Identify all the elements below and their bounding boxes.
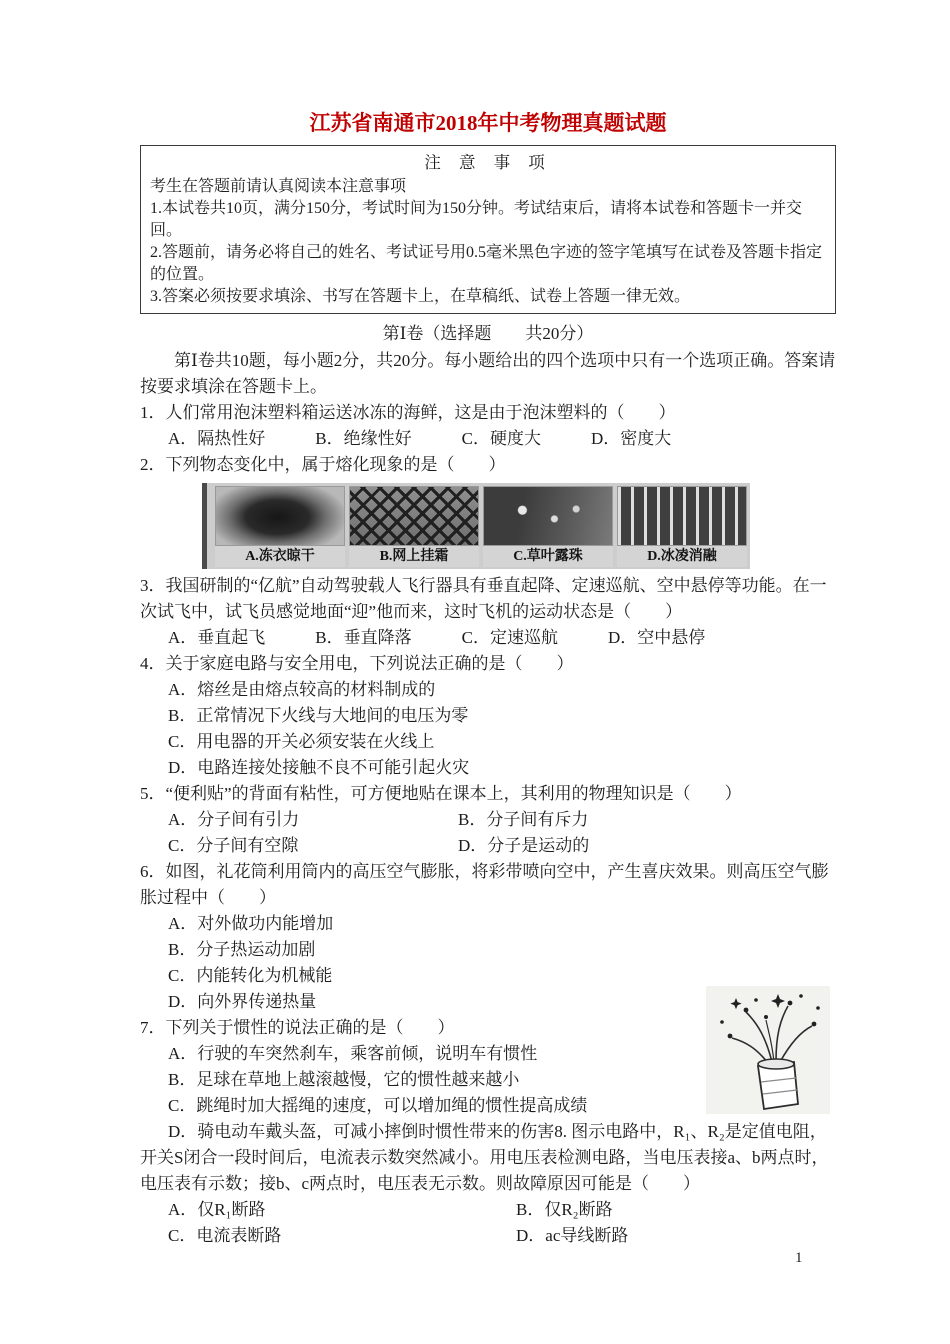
q8-option-b: B．仅R₂断路	[516, 1200, 613, 1219]
notice-intro: 考生在答题前请认真阅读本注意事项	[150, 178, 407, 195]
q2-figure-b	[349, 486, 479, 567]
question-8-options	[140, 1197, 836, 1249]
q5-option-d: D．分子是运动的	[458, 836, 590, 855]
question-2-stem: 2．下列物态变化中，属于熔化现象的是（ ）	[140, 455, 506, 474]
notice-item-1: 1.本试卷共10页，满分150分，考试时间为150分钟。考试结束后，请将本试卷和答题卡一并交回。	[150, 200, 803, 239]
frost-on-net-photo	[349, 486, 479, 546]
q6-option-a: A．对外做功内能增加	[168, 914, 334, 933]
q2-figure-a	[215, 486, 345, 567]
q6-option-c: C．内能转化为机械能	[168, 966, 333, 985]
exam-title: 江苏省南通市2018年中考物理真题试题	[309, 111, 667, 135]
question-2	[140, 452, 836, 569]
q1-option-c: C．硬度大	[461, 429, 541, 448]
q1-option-a: A．隔热性好	[168, 429, 266, 448]
q2-photo-strip	[202, 483, 750, 569]
question-5-options	[168, 807, 836, 859]
question-1-stem: 1．人们常用泡沫塑料箱运送冰冻的海鲜，这是由于泡沫塑料的（ ）	[140, 403, 676, 422]
confetti-cannon-illustration	[706, 986, 830, 1114]
notice-item-2: 2.答题前，请务必将自己的姓名、考试证号用0.5毫米黑色字迹的签字笔填写在试卷及答题卡指定的位置。	[150, 244, 823, 283]
notice-header: 注 意 事 项	[424, 153, 552, 172]
q5-option-b: B．分子间有斥力	[458, 810, 589, 829]
q6-option-b: B．分子热运动加剧	[168, 940, 316, 959]
q4-option-c: C．用电器的开关必须安装在火线上	[168, 732, 435, 751]
q6-option-d: D．向外界传递热量	[168, 992, 317, 1011]
q7-option-d-and-question-8-stem: D．骑电动车戴头盔，可减小摔倒时惯性带来的伤害8. 图示电路中，R₁、R₂是定值电阻，开关S闭合一段时间后，电流表示数突然减小。用电压表检测电路，当电压表接a、b两点时，电压表有示数；接b、c两点时，电压表无示数。则故障原因可能是（ ）	[140, 1122, 829, 1193]
q3-option-a: A．垂直起飞	[168, 628, 266, 647]
q5-option-c: C．分子间有空隙	[168, 836, 299, 855]
q2-label-b: B.网上挂霜	[349, 546, 479, 567]
melting-icicles-photo	[617, 486, 747, 546]
section1-header: 第Ⅰ卷（选择题 共20分）	[382, 324, 594, 343]
q4-option-b: B．正常情况下火线与大地间的电压为零	[168, 706, 469, 725]
question-5	[140, 781, 836, 859]
question-1	[140, 400, 836, 452]
q8-option-c: C．电流表断路	[168, 1226, 282, 1245]
q2-label-d: D.冰凌消融	[617, 546, 747, 567]
q4-option-a: A．熔丝是由熔点较高的材料制成的	[168, 680, 436, 699]
q3-option-b: B．垂直降落	[315, 628, 412, 647]
frozen-clothes-photo	[215, 486, 345, 546]
q2-label-c: C.草叶露珠	[483, 546, 613, 567]
section1-intro: 第Ⅰ卷共10题，每小题2分，共20分。每小题给出的四个选项中只有一个选项正确。答案请按要求填涂在答题卡上。	[140, 351, 836, 396]
q1-option-b: B．绝缘性好	[315, 429, 412, 448]
q3-option-d: D．空中悬停	[607, 628, 706, 647]
question-3-options	[168, 625, 836, 651]
dew-on-grass-photo	[483, 486, 613, 546]
question-5-stem: 5．“便利贴”的背面有粘性，可方便地贴在课本上，其利用的物理知识是（ ）	[140, 784, 742, 803]
question-3	[140, 573, 836, 651]
q7-option-c: C．跳绳时加大摇绳的速度，可以增加绳的惯性提高成绩	[168, 1096, 588, 1115]
q5-option-a: A．分子间有引力	[168, 810, 300, 829]
q4-option-d: D．电路连接处接触不良不可能引起火灾	[168, 758, 470, 777]
question-8-option-grid	[168, 1197, 836, 1249]
q7-option-a: A．行驶的车突然刹车，乘客前倾，说明车有惯性	[168, 1044, 538, 1063]
question-3-stem: 3．我国研制的“亿航”自动驾驶载人飞行器具有垂直起降、定速巡航、空中悬停等功能。在一次试飞中，试飞员感觉地面“迎”他而来，这时飞机的运动状态是（ ）	[140, 576, 827, 621]
question-4	[140, 651, 836, 781]
notice-item-3: 3.答案必须按要求填涂、书写在答题卡上，在草稿纸、试卷上答题一律无效。	[150, 288, 691, 305]
notice-box	[140, 145, 836, 314]
q8-option-d: D．ac导线断路	[516, 1226, 629, 1245]
q2-label-a: A.冻衣晾干	[215, 546, 345, 567]
question-6-stem: 6．如图，礼花筒利用筒内的高压空气膨胀，将彩带喷向空中，产生喜庆效果。则高压空气膨胀过程中（ ）	[140, 862, 829, 907]
question-7-stem: 7．下列关于惯性的说法正确的是（ ）	[140, 1018, 455, 1037]
page-number: 1	[795, 1250, 803, 1266]
q3-option-c: C．定速巡航	[461, 628, 558, 647]
question-4-stem: 4．关于家庭电路与安全用电，下列说法正确的是（ ）	[140, 654, 574, 673]
q8-option-a: A．仅R₁断路	[168, 1200, 266, 1219]
q2-figure-c	[483, 486, 613, 567]
question-1-options	[168, 426, 836, 452]
q1-option-d: D．密度大	[590, 429, 672, 448]
q7-option-b: B．足球在草地上越滚越慢，它的惯性越来越小	[168, 1070, 520, 1089]
confetti-cannon-drawing	[706, 986, 830, 1114]
q2-figure-d	[617, 486, 747, 567]
